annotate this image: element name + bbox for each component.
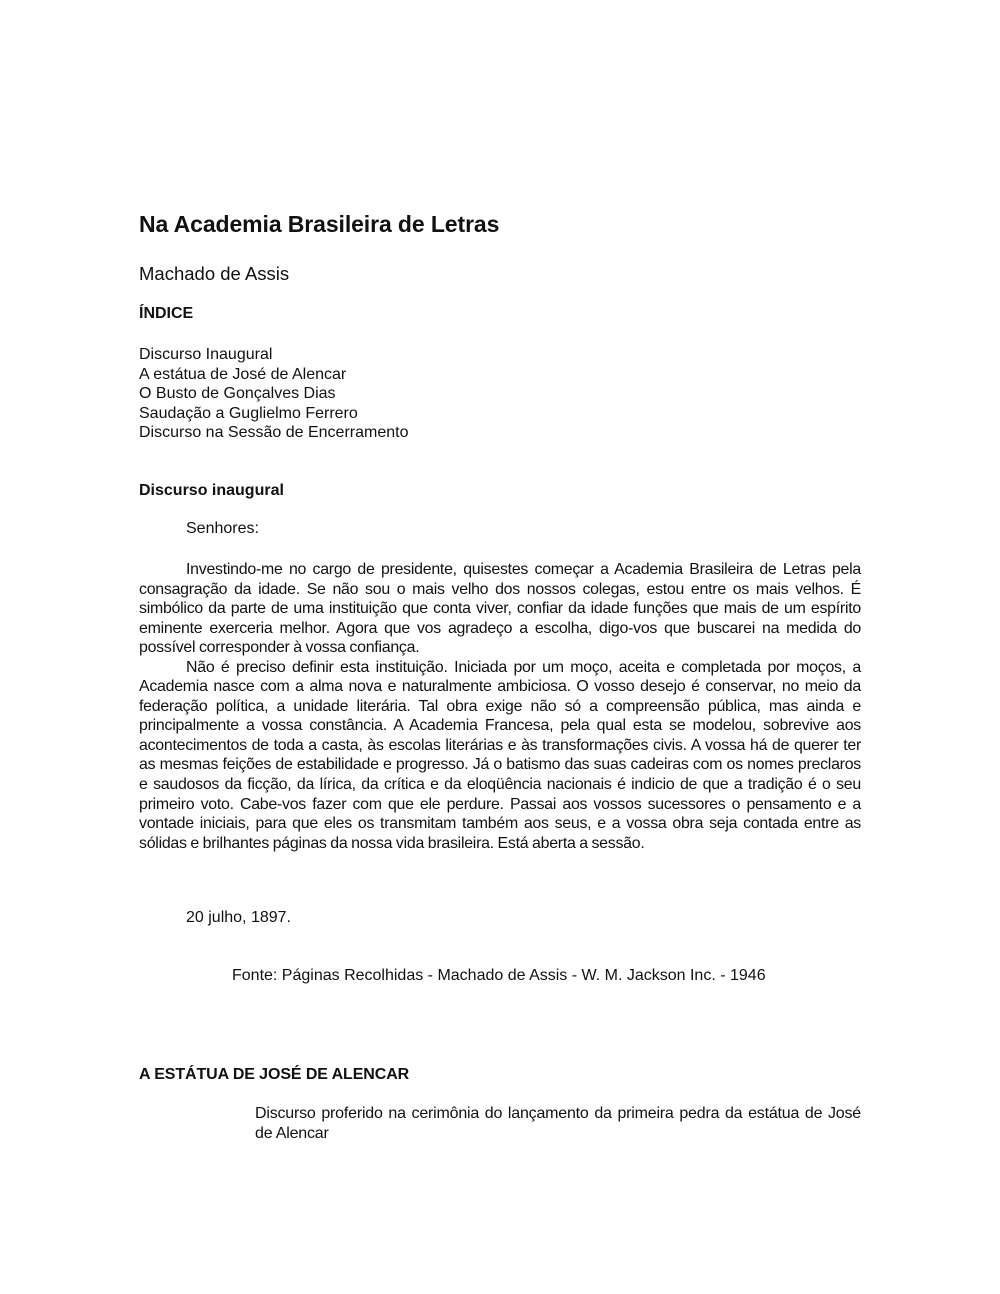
- index-item-estatua-jose-de-alencar[interactable]: A estátua de José de Alencar: [139, 365, 347, 383]
- section-heading-discurso-inaugural: Discurso inaugural: [139, 482, 284, 499]
- index-item-saudacao-guglielmo-ferrero[interactable]: Saudação a Guglielmo Ferrero: [139, 404, 358, 422]
- document-author: Machado de Assis: [139, 263, 290, 284]
- index-item-discurso-inaugural[interactable]: Discurso Inaugural: [139, 346, 273, 363]
- source-citation: Fonte: Páginas Recolhidas - Machado de Assis - W. M. Jackson Inc. - 1946: [232, 967, 766, 984]
- section-subtitle: Discurso proferido na cerimônia do lançamento da primeira pedra da estátua de José de Alencar: [255, 1105, 861, 1142]
- paragraph: Investindo-me no cargo de presidente, quisestes começar a Academia Brasileira de Letras pela consagração da idade. Se não sou o mais velho dos nossos colegas, estou entre os mais velhos. É simbólico da parte de uma instituição que conta viver, confiar da idade funções que mais de um espírito eminente exerceria melhor. Agora que vos agradeço a escolha, digo-vos que buscarei na medida do possível corresponder à vossa confiança.: [139, 561, 861, 657]
- index-list: [139, 345, 408, 443]
- speech-date: 20 julho, 1897.: [186, 909, 291, 926]
- section-heading-estatua-jose-de-alencar: A ESTÁTUA DE JOSÉ DE ALENCAR: [139, 1066, 410, 1083]
- paragraph: Não é preciso definir esta instituição. Iniciada por um moço, aceita e completada por moços, a Academia nasce com a alma nova e naturalmente ambiciosa. O vosso desejo é conservar, no meio da federação política, a unidade literária. Tal obra exige não só a compreensão pública, mas ainda e principalmente a vossa constância. A Academia Francesa, pela qual esta se modelou, sobrevive aos acontecimentos de toda a casta, às escolas literárias e às transformações civis. A vossa há de querer ter as mesmas feições de estabilidade e progresso. Já o batismo das suas cadeiras com os nomes preclaros e saudosos da ficção, da lírica, da crítica e da eloqüência nacionais é indicio de que a tradição é o seu primeiro voto. Cabe-vos fazer com que ele perdure. Passai aos vossos sucessores o pensamento e a vontade iniciais, para que eles os transmitam também aos seus, e a vossa obra seja contada entre as sólidas e brilhantes páginas da nossa vida brasileira. Está aberta a sessão.: [139, 658, 861, 852]
- index-item-busto-goncalves-dias[interactable]: O Busto de Gonçalves Dias: [139, 385, 336, 403]
- salutation: Senhores:: [186, 520, 259, 537]
- speech-body: [139, 560, 861, 853]
- index-item-discurso-sessao-encerramento[interactable]: Discurso na Sessão de Encerramento: [139, 424, 409, 442]
- index-heading: ÍNDICE: [139, 305, 194, 322]
- document-title: Na Academia Brasileira de Letras: [139, 211, 500, 237]
